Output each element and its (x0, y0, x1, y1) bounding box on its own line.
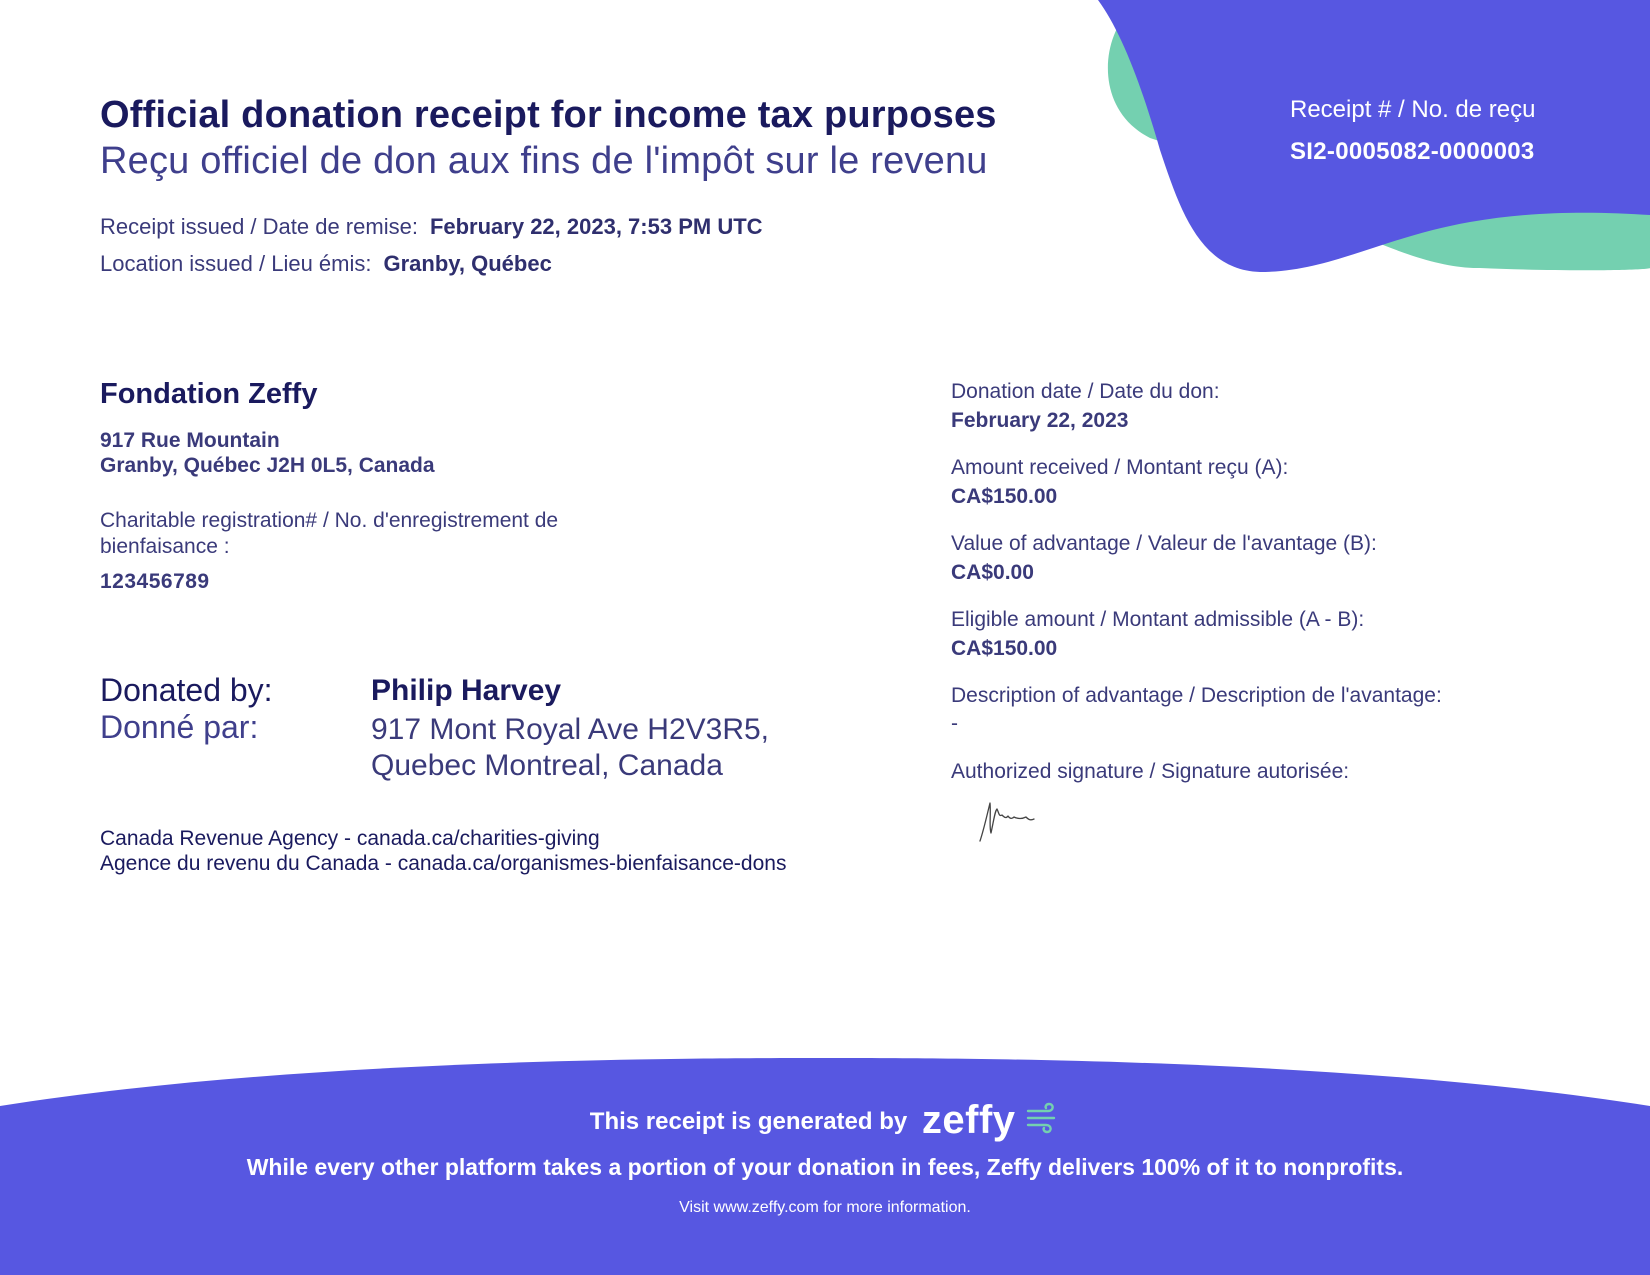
location-issued-line (100, 251, 552, 277)
agency-link-fr[interactable]: Agence du revenu du Canada - canada.ca/organismes-bienfaisance-dons (100, 852, 787, 875)
location-issued-label: Location issued / Lieu émis: (100, 251, 372, 276)
location-issued-value: Granby, Québec (383, 251, 552, 276)
amount-received-value: CA$150.00 (951, 485, 1058, 508)
donor-name: Philip Harvey (371, 674, 562, 707)
footer-tagline: While every other platform takes a portion of your donation in fees, Zeffy delivers 100% of it to nonprofits. (246, 1154, 1404, 1180)
page-title-en: Official donation receipt for income tax purposes (100, 94, 997, 136)
receipt-issued-value: February 22, 2023, 7:53 PM UTC (429, 214, 763, 239)
donation-date-value: February 22, 2023 (951, 409, 1129, 432)
donor-address (371, 712, 769, 784)
donor-address-line2: Quebec Montreal, Canada (371, 749, 723, 782)
advantage-description-label: Description of advantage / Description de l'avantage: (951, 684, 1442, 707)
receipt-number: SI2-0005082-0000003 (1290, 138, 1535, 165)
donated-by-label-en: Donated by: (100, 672, 273, 708)
donation-date-label: Donation date / Date du don: (951, 380, 1220, 403)
authorized-signature-label: Authorized signature / Signature autorisée: (951, 760, 1350, 783)
charity-registration-number: 123456789 (100, 570, 210, 593)
zeffy-wind-icon (1026, 1101, 1060, 1135)
charity-registration-label: Charitable registration# / No. d'enregistrement de bienfaisance : (100, 509, 559, 558)
page-title-fr: Reçu officiel de don aux fins de l'impôt sur le revenu (100, 140, 988, 182)
signature-image (978, 795, 1042, 845)
advantage-value: CA$0.00 (951, 561, 1034, 584)
amount-received-label: Amount received / Montant reçu (A): (951, 456, 1289, 479)
agency-links (100, 826, 786, 876)
organization-name: Fondation Zeffy (100, 378, 318, 410)
footer-generated-by-text: This receipt is generated by (589, 1108, 908, 1135)
receipt-issued-label: Receipt issued / Date de remise: (100, 214, 418, 239)
eligible-amount-value: CA$150.00 (951, 637, 1058, 660)
eligible-amount-label: Eligible amount / Montant admissible (A - B): (951, 608, 1365, 631)
receipt-issued-line (100, 214, 763, 240)
organization-address-line2: Granby, Québec J2H 0L5, Canada (100, 454, 435, 477)
receipt-number-block (1290, 96, 1535, 166)
zeffy-logo: zeffy (921, 1098, 1016, 1142)
donor-address-line1: 917 Mont Royal Ave H2V3R5, (371, 713, 770, 746)
donated-by-label-fr: Donné par: (100, 709, 259, 745)
footer-visit-link[interactable]: Visit www.zeffy.com for more information. (679, 1199, 971, 1216)
footer-generated-by (0, 1098, 1650, 1143)
advantage-description-value: - (951, 712, 958, 735)
organization-address (100, 428, 435, 478)
organization-address-line1: 917 Rue Mountain (100, 429, 280, 452)
receipt-number-label: Receipt # / No. de reçu (1290, 96, 1536, 123)
agency-link-en[interactable]: Canada Revenue Agency - canada.ca/charities-giving (100, 827, 600, 850)
advantage-value-label: Value of advantage / Valeur de l'avantage (B): (951, 532, 1377, 555)
